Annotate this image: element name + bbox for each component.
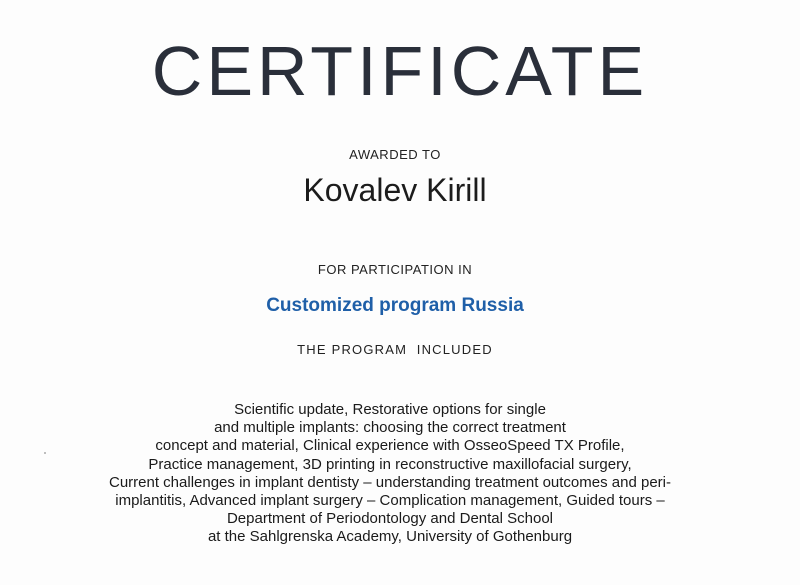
program-included-label: THE PROGRAM INCLUDED [297, 342, 493, 357]
program-line: Department of Periodontology and Dental School [226, 510, 554, 528]
program-line: Current challenges in implant dentisty – understanding treatment outcomes and peri- [109, 473, 671, 491]
recipient-name: Kovalev Kirill [303, 172, 487, 208]
awarded-to-label: AWARDED TO [349, 147, 441, 162]
program-line: Scientific update, Restorative options for single [234, 401, 546, 418]
certificate-title: CERTIFICATE [151, 32, 649, 110]
program-description [0, 401, 780, 547]
program-line: and multiple implants: choosing the correct treatment [214, 419, 566, 437]
scan-speck [44, 452, 46, 454]
program-name: Customized program Russia [266, 295, 524, 316]
participation-label: FOR PARTICIPATION IN [317, 262, 473, 277]
program-line: concept and material, Clinical experience with OsseoSpeed TX Profile, [155, 437, 625, 455]
program-line: Practice management, 3D printing in reconstructive maxillofacial surgery, [148, 455, 632, 473]
program-line: at the Sahlgrenska Academy, University of Gothenburg [207, 528, 573, 546]
program-line: implantitis, Advanced implant surgery – Complication management, Guided tours – [115, 492, 665, 510]
